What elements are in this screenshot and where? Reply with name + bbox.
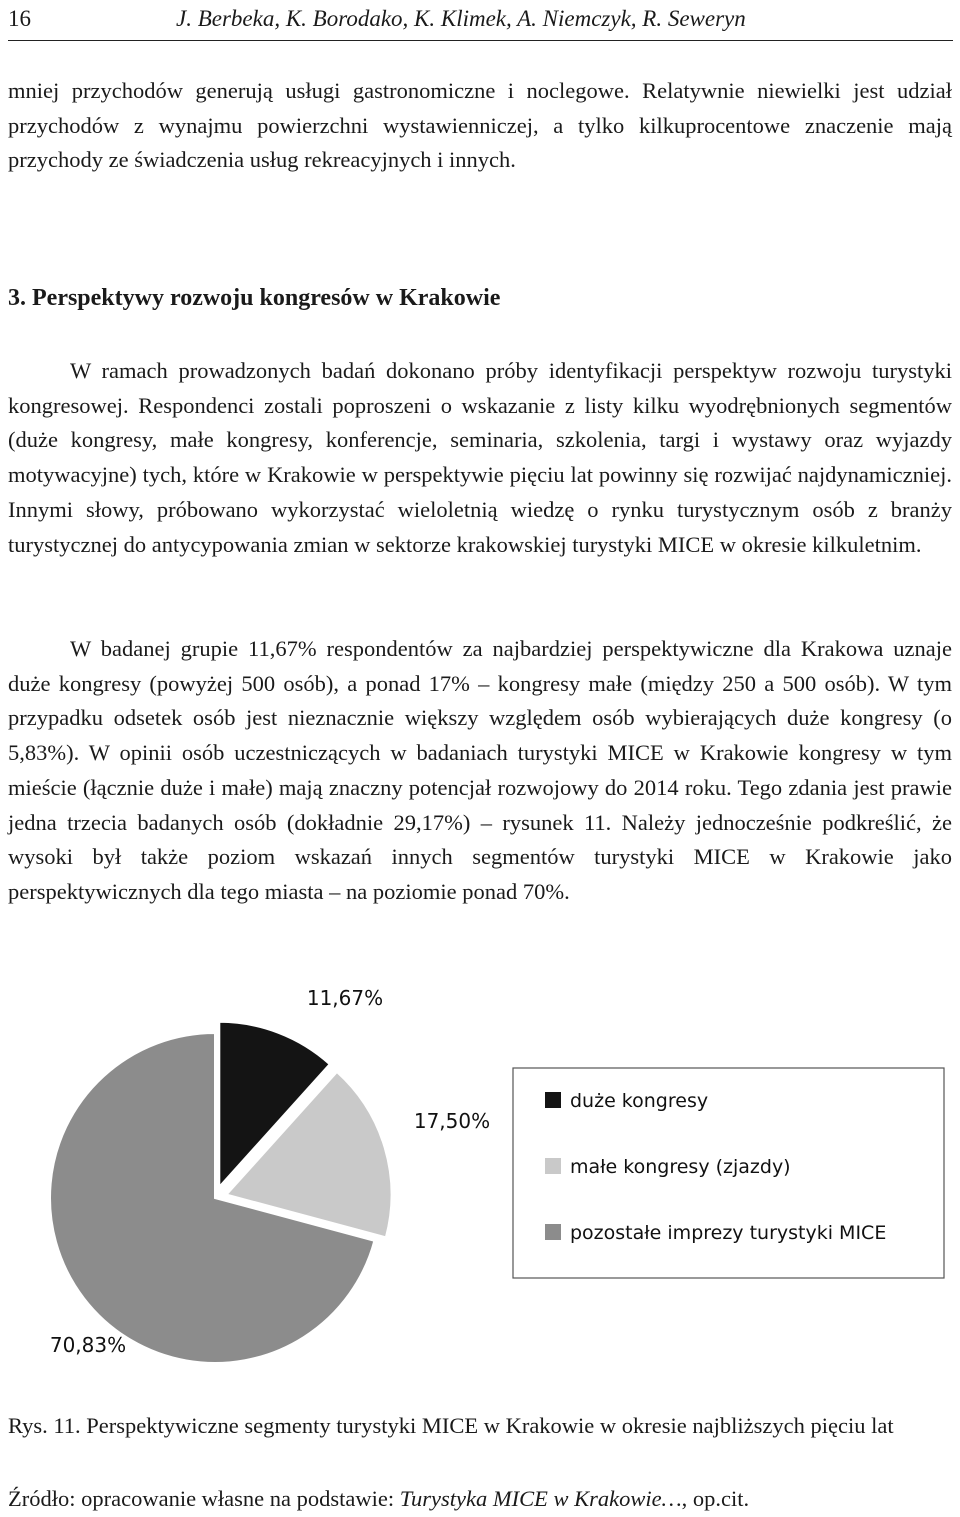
- pie-data-label: 11,67%: [306, 986, 384, 1010]
- legend-label: duże kongresy: [570, 1090, 709, 1112]
- legend-label: pozostałe imprezy turystyki MICE: [570, 1222, 887, 1244]
- legend-swatch: [545, 1158, 561, 1174]
- legend-swatch: [545, 1092, 561, 1108]
- figure-source: [8, 1486, 749, 1512]
- section-heading: 3. Perspektywy rozwoju kongresów w Krakowie: [8, 285, 501, 311]
- legend-label: małe kongresy (zjazdy): [570, 1156, 791, 1178]
- body-paragraph-1: W ramach prowadzonych badań dokonano próby identyfikacji perspektyw rozwoju turystyki kongresowej. Respondenci zostali poproszeni o wskazanie z listy kilku wyodrębnionych segmentów (duże kongresy, małe kongresy, konferencje, seminaria, szkolenia, targi i wystawy oraz wyjazdy motywacyjne) tych, które w Krakowie w perspektywie pięciu lat powinny się rozwijać najdynamiczniej. Innymi słowy, próbowano wykorzystać wieloletnią wiedzę o rynku turystycznym osób z branży turystycznej do antycypowania zmian w sektorze krakowskiej turystyki MICE w okresie kilkuletnim.: [8, 358, 952, 557]
- running-head: J. Berbeka, K. Borodako, K. Klimek, A. Niemczyk, R. Seweryn: [176, 6, 746, 31]
- body-paragraph-2: W badanej grupie 11,67% respondentów za najbardziej perspektywiczne dla Krakowa uznaje duże kongresy (powyżej 500 osób), a ponad 17% – kongresy małe (między 250 a 500 osób). W tym przypadku odsetek osób jest nieznacznie większy względem osób wybierających duże kongresy (o 5,83%). W opinii osób uczestniczących w badaniach turystyki MICE w Krakowie kongresy w tym mieście (łącznie duże i małe) mają znaczny potencjał rozwojowy do 2014 roku. Tego zdania jest prawie jedna trzecia badanych osób (dokładnie 29,17%) – rysunek 11. Należy jednocześnie podkreślić, że wysoki był także poziom wskazań innych segmentów turystyki MICE w Krakowie jako perspektywicznych dla tego miasta – na poziomie ponad 70%.: [8, 636, 952, 904]
- pie-data-label: 70,83%: [49, 1333, 127, 1357]
- pie-data-label: 17,50%: [413, 1109, 491, 1133]
- legend-swatch: [545, 1224, 561, 1240]
- figure-caption: Rys. 11. Perspektywiczne segmenty turystyki MICE w Krakowie w okresie najbliższych pięciu lat: [8, 1413, 894, 1438]
- source-suffix: , op.cit.: [681, 1486, 750, 1511]
- source-title: Turystyka MICE w Krakowie…: [399, 1486, 682, 1511]
- pie-chart: [0, 980, 960, 1380]
- source-prefix: Źródło: opracowanie własne na podstawie:: [8, 1486, 400, 1511]
- page-number: 16: [8, 6, 31, 31]
- page-header: [8, 6, 953, 41]
- intro-paragraph: mniej przychodów generują usługi gastronomiczne i noclegowe. Relatywnie niewielki jest udział przychodów z wynajmu powierzchni wystawienniczej, a tylko kilkuprocentowe znaczenie mają przychody ze świadczenia usług rekreacyjnych i innych.: [8, 78, 952, 173]
- pie-slices: [50, 1022, 392, 1363]
